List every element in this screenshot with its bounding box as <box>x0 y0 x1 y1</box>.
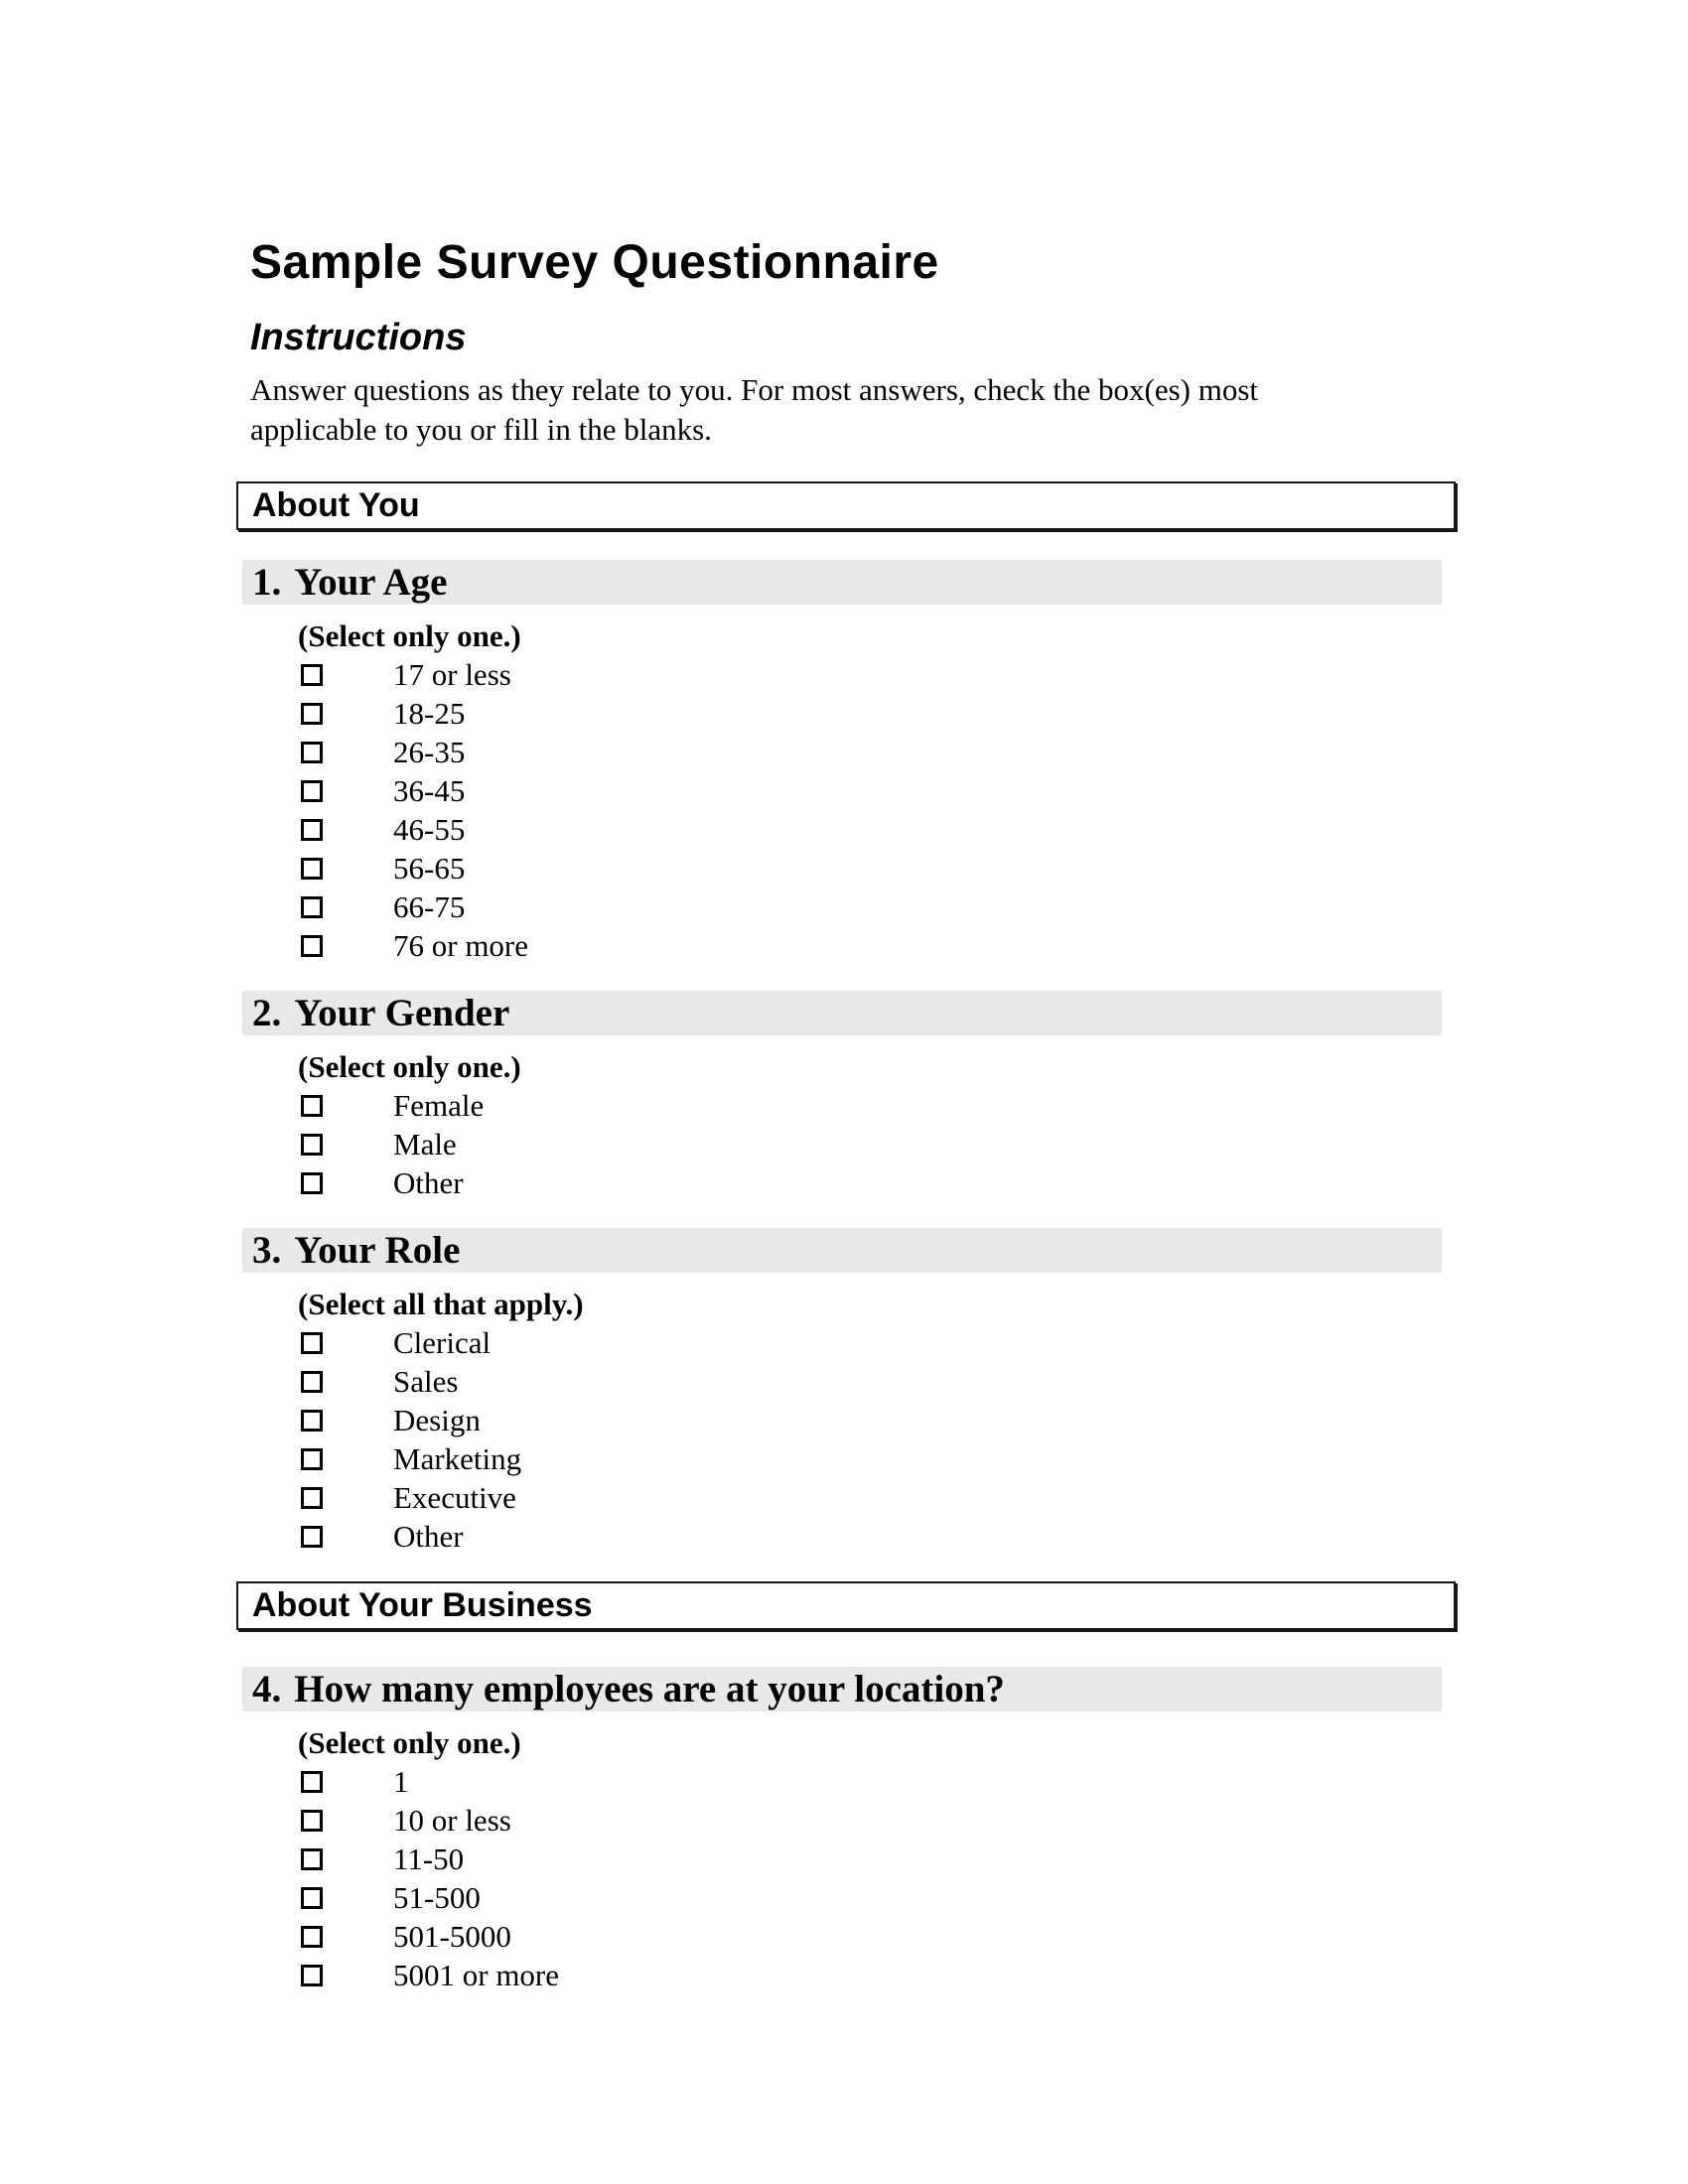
checkbox-icon[interactable] <box>301 1448 323 1470</box>
option-row <box>301 1163 1456 1202</box>
question-2-hint: (Select only one.) <box>298 1049 521 1084</box>
question-4-heading <box>242 1667 1442 1711</box>
checkbox-icon[interactable] <box>301 896 323 918</box>
checkbox-icon[interactable] <box>301 1771 323 1793</box>
checkbox-icon[interactable] <box>301 1848 323 1870</box>
option-label: 66-75 <box>393 888 466 924</box>
checkbox-icon[interactable] <box>301 664 323 686</box>
option-row <box>301 1125 1456 1163</box>
question-1-hint: (Select only one.) <box>298 618 521 653</box>
checkbox-icon[interactable] <box>301 1172 323 1194</box>
option-label: 51-500 <box>393 1879 481 1915</box>
option-label: 17 or less <box>393 656 511 692</box>
option-row <box>301 1362 1456 1401</box>
option-label: 18-25 <box>393 695 466 731</box>
question-number: 2. <box>252 992 282 1034</box>
option-row <box>301 849 1456 887</box>
checkbox-icon[interactable] <box>301 819 323 841</box>
question-title: How many employees are at your location? <box>294 1668 1005 1710</box>
question-number: 3. <box>252 1229 282 1272</box>
checkbox-icon[interactable] <box>301 1926 323 1948</box>
option-label: 56-65 <box>393 850 466 886</box>
option-label: Other <box>393 1518 464 1554</box>
checkbox-icon[interactable] <box>301 780 323 802</box>
section-header-label: About Your Business <box>252 1586 593 1624</box>
option-row <box>301 1086 1456 1125</box>
option-label: Female <box>393 1087 485 1123</box>
checkbox-icon[interactable] <box>301 1810 323 1832</box>
checkbox-icon[interactable] <box>301 1410 323 1432</box>
option-label: Design <box>393 1402 481 1437</box>
option-row <box>301 1478 1456 1517</box>
question-1-heading <box>242 560 1442 605</box>
checkbox-icon[interactable] <box>301 935 323 957</box>
section-header-about-your-business <box>236 1581 1456 1630</box>
option-row <box>301 1840 1456 1878</box>
question-title: Your Role <box>294 1229 461 1272</box>
option-row <box>301 1401 1456 1439</box>
option-row <box>301 694 1456 733</box>
checkbox-icon[interactable] <box>301 858 323 880</box>
instructions-body-line: applicable to you or fill in the blanks. <box>250 412 712 447</box>
option-row <box>301 926 1456 965</box>
checkbox-icon[interactable] <box>301 1965 323 1986</box>
option-label: 26-35 <box>393 734 466 769</box>
checkbox-icon[interactable] <box>301 703 323 725</box>
checkbox-icon[interactable] <box>301 1487 323 1509</box>
question-title: Your Age <box>294 561 448 604</box>
option-label: 1 <box>393 1763 409 1799</box>
instructions-heading: Instructions <box>250 317 467 358</box>
option-row <box>301 1878 1456 1917</box>
option-label: 36-45 <box>393 772 466 808</box>
option-row <box>301 887 1456 926</box>
page-title: Sample Survey Questionnaire <box>250 236 939 289</box>
option-label: Marketing <box>393 1440 522 1476</box>
checkbox-icon[interactable] <box>301 1095 323 1117</box>
option-row <box>301 810 1456 849</box>
option-label: Male <box>393 1126 457 1161</box>
option-label: Clerical <box>393 1324 492 1360</box>
checkbox-icon[interactable] <box>301 742 323 763</box>
checkbox-icon[interactable] <box>301 1887 323 1909</box>
option-label: 46-55 <box>393 811 466 847</box>
option-row <box>301 1439 1456 1478</box>
checkbox-icon[interactable] <box>301 1371 323 1393</box>
section-header-about-you <box>236 481 1456 530</box>
question-3-hint: (Select all that apply.) <box>298 1287 584 1321</box>
question-3-heading <box>242 1228 1442 1273</box>
option-label: 5001 or more <box>393 1957 560 1992</box>
option-row <box>301 655 1456 694</box>
section-header-label: About You <box>252 486 420 524</box>
option-label: 10 or less <box>393 1802 511 1838</box>
option-row <box>301 733 1456 771</box>
question-title: Your Gender <box>294 992 510 1034</box>
option-label: Executive <box>393 1479 516 1515</box>
option-row <box>301 1517 1456 1556</box>
option-label: 11-50 <box>393 1841 465 1876</box>
question-2-heading <box>242 991 1442 1035</box>
option-row <box>301 1917 1456 1956</box>
option-row <box>301 1323 1456 1362</box>
question-number: 4. <box>252 1668 282 1710</box>
question-4-hint: (Select only one.) <box>298 1725 521 1760</box>
option-row <box>301 1801 1456 1840</box>
instructions-body-line: Answer questions as they relate to you. For most answers, check the box(es) most <box>250 372 1259 407</box>
checkbox-icon[interactable] <box>301 1134 323 1156</box>
document-content <box>236 0 1456 1994</box>
option-label: Sales <box>393 1363 459 1399</box>
checkbox-icon[interactable] <box>301 1332 323 1354</box>
option-row <box>301 1762 1456 1801</box>
question-number: 1. <box>252 561 282 604</box>
checkbox-icon[interactable] <box>301 1526 323 1548</box>
option-row <box>301 771 1456 810</box>
option-label: 501-5000 <box>393 1918 511 1954</box>
option-row <box>301 1956 1456 1994</box>
option-label: 76 or more <box>393 927 529 963</box>
option-label: Other <box>393 1164 464 1200</box>
